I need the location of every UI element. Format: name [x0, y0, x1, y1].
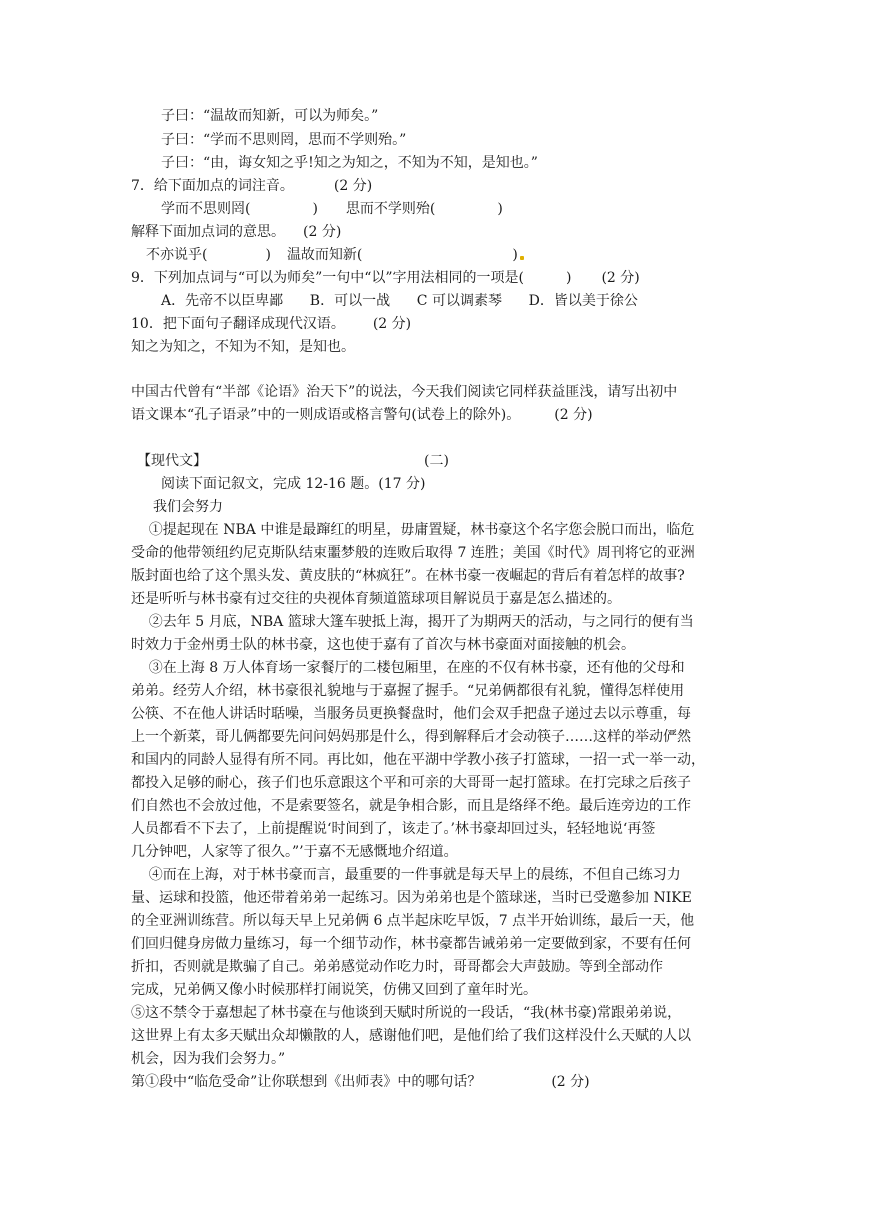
- passage-line: 都投入足够的耐心，孩子们也乐意跟这个平和可亲的大哥哥一起打篮球。在打完球之后孩子: [131, 775, 691, 791]
- q11-line-2: 语文课本“孔子语录”中的一则成语或格言警句(试卷上的除外)。 (2 分): [131, 407, 593, 423]
- q9-score: (2 分): [601, 270, 640, 286]
- yellow-mark: [520, 256, 524, 260]
- q10-title: 10．把下面句子翻译成现代汉语。: [131, 316, 345, 332]
- passage-instruction: 阅读下面记叙文，完成 12-16 题。(17 分): [161, 476, 426, 492]
- passage-line: ②去年 5 月底，NBA 篮球大篷车驶抵上海，揭开了为期两天的活动，与之同行的便有当: [131, 614, 694, 630]
- q7-items: 学而不思则罔( ) 思而不学则殆( ): [161, 201, 503, 217]
- q9-options: A．先帝不以臣卑鄙 B．可以一战 C 可以调素琴 D．皆以美于徐公: [161, 293, 638, 309]
- q8-score: (2 分): [303, 224, 342, 240]
- q7-item-a: 学而不思则罔(: [161, 201, 251, 217]
- q9-title-line: 9．下列加点词与“可以为师矣”一句中“以”字用法相同的一项是( ) (2 分): [131, 270, 640, 286]
- passage-line: 版封面也给了这个黑头发、黄皮肤的“林疯狂”。在林书豪一夜崛起的背后有着怎样的故事?: [131, 568, 685, 584]
- q8-item-b: 温故而知新(: [286, 247, 363, 263]
- q9-title: 9．下列加点词与“可以为师矣”一句中“以”字用法相同的一项是(: [131, 270, 524, 286]
- q8-items: 不亦说乎( ) 温故而知新( ): [146, 247, 518, 263]
- q7-title: 7．给下面加点的词注音。: [131, 178, 294, 194]
- passage-line: 折扣，否则就是欺骗了自己。弟弟感觉动作吃力时，哥哥都会大声鼓励。等到全部动作: [131, 959, 663, 975]
- passage-line: 机会，因为我们会努力。”: [131, 1051, 286, 1067]
- passage-line: 公筷、不在他人讲话时聒噪，当服务员更换餐盘时，他们会双手把盘子递过去以示尊重，每: [131, 706, 691, 722]
- passage-line: ④而在上海，对于林书豪而言，最重要的一件事就是每天早上的晨练，不但自己练习力: [131, 867, 681, 883]
- quote-3: 子曰：“由，诲女知之乎!知之为知之，不知为不知，是知也。”: [161, 155, 538, 171]
- q8-item-a: 不亦说乎(: [146, 247, 208, 263]
- q10-sentence: 知之为知之，不知为不知，是知也。: [131, 339, 355, 355]
- passage-line: 量、运球和投篮，他还带着弟弟一起练习。因为弟弟也是个篮球迷，当时已受邀参加 NIKE: [131, 890, 692, 906]
- passage-line: 还是听听与林书豪有过交往的央视体育频道篮球项目解说员于嘉是怎么描述的。: [131, 591, 621, 607]
- q12-line: [131, 1072, 590, 1092]
- q11-line-1: 中国古代曾有“半部《论语》治天下”的说法，今天我们阅读它同样获益匪浅，请写出初中: [131, 384, 678, 400]
- passage-line: 们自然也不会放过他，不是索要签名，就是争相合影，而且是络绎不绝。最后连旁边的工作: [131, 798, 691, 814]
- q7-title-line: [131, 176, 372, 196]
- passage-line: 和国内的同龄人显得有所不同。再比如，他在平湖中学教小孩子打篮球，一招一式一举一动，: [131, 752, 705, 768]
- q11-score: (2 分): [554, 407, 593, 423]
- q8-title-line: [131, 222, 341, 242]
- q12-title: 第①段中“临危受命”让你联想到《出师表》中的哪句话？: [131, 1074, 482, 1090]
- passage-line: 这世界上有太多天赋出众却懒散的人，感谢他们吧，是他们给了我们这样没什么天赋的人以: [131, 1028, 691, 1044]
- passage-line: 弟弟。经劳人介绍，林书豪很礼貌地与于嘉握了握手。“兄弟俩都很有礼貌，懂得怎样使用: [131, 683, 685, 699]
- passage-line: 完成，兄弟俩又像小时候那样打闹说笑，仿佛又回到了童年时光。: [131, 982, 537, 998]
- passage-title: 我们会努力: [153, 499, 223, 515]
- passage-line: 人员都看不下去了，上前提醒说‘时间到了，该走了。’林书豪却回过头，轻轻地说‘再签: [131, 821, 656, 837]
- passage-line: 上一个新菜，哥儿俩都要先问问妈妈那是什么，得到解释后才会动筷子……这样的举动俨然: [131, 729, 691, 745]
- q7-item-b: 思而不学则殆(: [345, 201, 436, 217]
- q10-title-line: [131, 314, 411, 334]
- section-number: (二): [424, 453, 449, 469]
- passage-line: 时效力于金州勇士队的林书豪，这也使于嘉有了首次与林书豪面对面接触的机会。: [131, 637, 635, 653]
- q7-score: (2 分): [333, 178, 373, 194]
- passage-line: ⑤这不禁令于嘉想起了林书豪在与他谈到天赋时所说的一段话，“我(林书豪)常跟弟弟说，: [131, 1005, 682, 1021]
- passage-line: ③在上海 8 万人体育场一家餐厅的二楼包厢里，在座的不仅有林书豪，还有他的父母和: [131, 660, 685, 676]
- q10-score: (2 分): [372, 316, 412, 332]
- quote-1: 子曰：“温故而知新，可以为师矣。”: [161, 108, 379, 124]
- section-label: 【现代文】: [137, 453, 207, 469]
- passage-line: 受命的他带领纽约尼克斯队结束噩梦般的连败后取得 7 连胜；美国《时代》周刊将它的亚洲: [131, 545, 695, 561]
- q8-title: 解释下面加点词的意思。: [131, 224, 285, 240]
- passage-line: 几分钟吧，人家等了很久。”’于嘉不无感慨地介绍道。: [131, 844, 458, 860]
- q12-score: (2 分): [551, 1074, 590, 1090]
- quote-2: 子曰：“学而不思则罔，思而不学则殆。”: [161, 132, 407, 148]
- passage-line: ①提起现在 NBA 中谁是最蹿红的明星，毋庸置疑，林书豪这个名字您会脱口而出，临危: [131, 522, 695, 538]
- passage-line: 的全亚洲训练营。所以每天早上兄弟俩 6 点半起床吃早饭，7 点半开始训练，最后一天，他: [131, 913, 695, 929]
- passage-line: 们回归健身房做力量练习，每一个细节动作，林书豪都告诫弟弟一定要做到家，不要有任何: [131, 936, 691, 952]
